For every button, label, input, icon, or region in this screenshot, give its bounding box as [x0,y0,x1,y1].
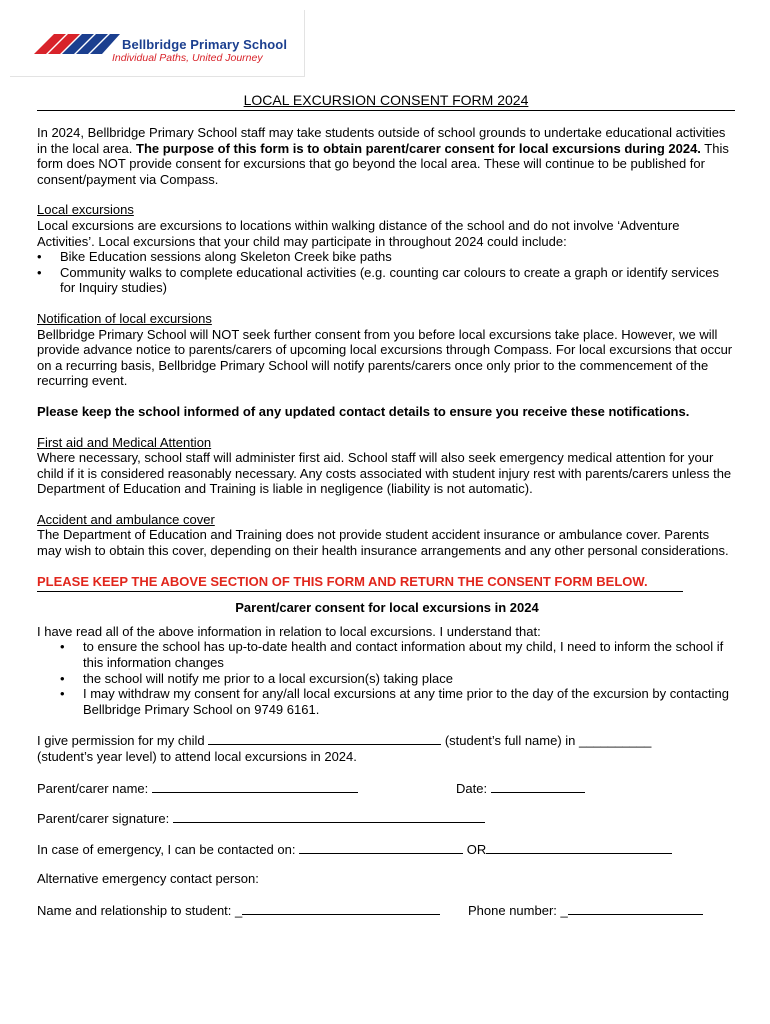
return-notice: PLEASE KEEP THE ABOVE SECTION OF THIS FORM AND RETURN THE CONSENT FORM BELOW. [37,573,648,589]
notification-text: Bellbridge Primary School will NOT seek further consent from you before local excursions take place. However, we will provide advance notice to parents/carers of upcoming local excursions through Compass. For local excursions that occur on a recurring basis, Bellbridge Primary School will notify parents/carers once only prior to the commencement of the recurring event. [37,326,733,389]
student-name-field[interactable] [208,732,441,745]
first-aid-heading: First aid and Medical Attention [37,434,212,450]
list-item: • to ensure the school has up-to-date health and contact information about my child, I need to inform the school if this information changes [37,639,737,670]
or-label: OR [463,841,487,857]
list-item: • Community walks to complete educational activities (e.g. counting car colours to create a graph or identify services for Inquiry studies) [37,265,737,296]
phone-label: Phone number: _ [468,902,568,918]
school-logo-block [10,10,305,77]
accident-text: The Department of Education and Training does not provide student accident insurance or ambulance cover. Parents may wish to obtain this cover, depending on their health insurance arrangements and any other personal considerations. [37,527,729,559]
permission-statement [37,732,737,749]
intro-text-end: This form does NOT provide consent for excursions that go beyond the local area. These will continue to be published for consent/payment via Compass. [37,140,729,187]
signature-label: Parent/carer signature: [37,811,173,827]
school-name: Bellbridge Primary School [122,37,288,52]
date-group [456,780,585,797]
signature-row [37,810,737,826]
permission-text-2: (student’s full name) in __________ [441,733,652,749]
list-item: • I may withdraw my consent for any/all local excursions at any time prior to the day of the excursion by contacting Bellbridge Primary School on 9749 6161. [37,686,737,717]
parent-name-row [37,780,737,796]
signature-field[interactable] [173,810,485,823]
phone-field[interactable] [568,902,703,915]
consent-heading: Parent/carer consent for local excursions in 2024 [235,600,539,616]
first-aid-text: Where necessary, school staff will administer first aid. School staff will also seek emergency medical attention for your child if it is considered reasonably necessary. Any costs associated with student injury rest with parents/carers unless the Department of Education and Training is liable in negligence (liability is not automatic). [37,450,732,497]
parent-name-label: Parent/carer name: [37,780,152,796]
parent-name-field[interactable] [152,780,358,793]
name-relationship-row [37,902,737,918]
date-field[interactable] [491,780,585,793]
alt-contact-row [37,871,737,887]
name-relationship-field[interactable] [242,902,440,915]
consent-intro: I have read all of the above information in relation to local excursions. I understand that: [37,623,541,639]
school-tagline: Individual Paths, United Journey [112,52,263,64]
intro-paragraph [37,125,737,187]
local-excursions-list [37,249,737,296]
form-body [37,125,737,918]
name-relationship-label: Name and relationship to student: _ [37,902,243,918]
date-label: Date: [456,780,491,796]
emergency-phone-field[interactable] [299,841,463,854]
keep-informed-notice: Please keep the school informed of any updated contact details to ensure you receive these notifications. [37,403,690,419]
list-item: • the school will notify me prior to a local excursion(s) taking place [37,671,737,687]
phone-group [468,902,703,919]
accident-heading: Accident and ambulance cover [37,511,215,527]
permission-statement-end: (student’s year level) to attend local excursions in 2024. [37,749,357,764]
notification-heading: Notification of local excursions [37,310,212,326]
alt-contact-label: Alternative emergency contact person: [37,871,259,887]
school-logo-swoosh-icon [32,28,122,60]
permission-text: I give permission for my child [37,733,209,749]
list-item: • Bike Education sessions along Skeleton Creek bike paths [37,249,737,265]
page-title: LOCAL EXCURSION CONSENT FORM 2024 [37,92,735,111]
local-excursions-heading: Local excursions [37,202,134,218]
intro-text: In 2024, Bellbridge Primary School staff may take students outside of school grounds to undertake educational activities in the local area. [37,125,726,156]
emergency-phone-alt-field[interactable] [486,841,672,854]
emergency-label: In case of emergency, I can be contacted on: [37,841,300,857]
intro-bold-text: The purpose of this form is to obtain parent/carer consent for local excursions during 2024. [136,140,701,156]
emergency-contact-row [37,841,737,857]
local-excursions-text: Local excursions are excursions to locations within walking distance of the school and do not involve ‘Adventure Activities’. Local excursions that your child may participate in throughout 2024 could include: [37,217,680,249]
consent-list [37,639,737,717]
